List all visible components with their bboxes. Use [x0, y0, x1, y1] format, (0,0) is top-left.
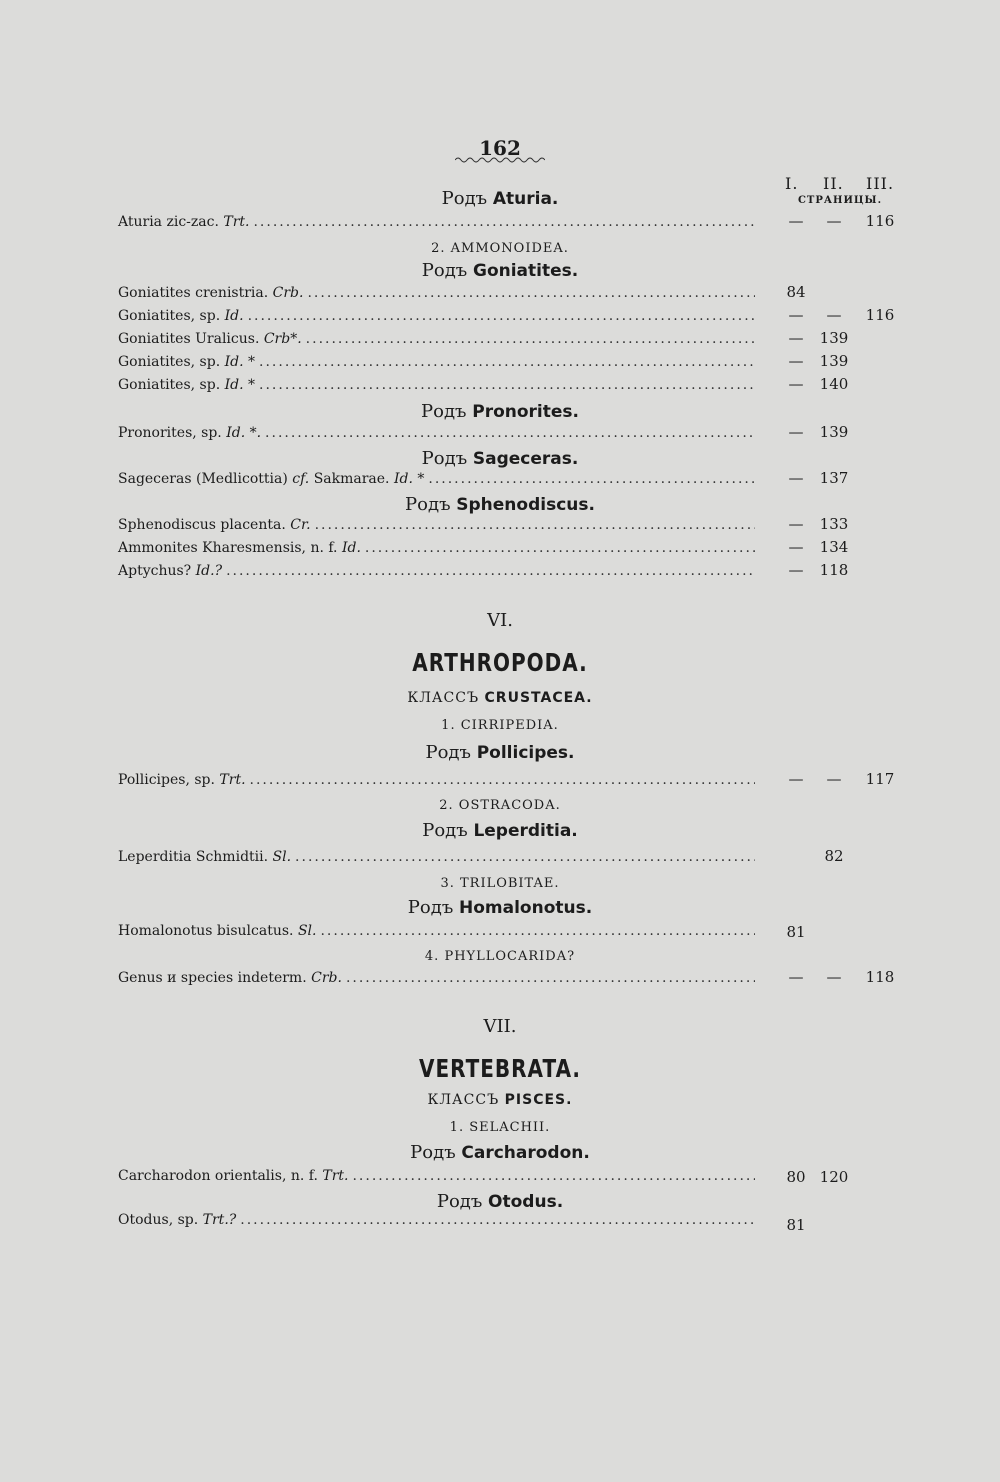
class-heading-pisces: КЛАССЪ PISCES. [427, 1092, 573, 1108]
subgroup-selachii: 1. SELACHII. [449, 1120, 551, 1135]
subgroup-phyllocarida: 4. PHYLLOCARIDA? [424, 949, 576, 964]
entry-ammonites-kharesmensis: Ammonites Kharesmensis, n. f. Id. ..... [118, 540, 755, 560]
entry-value-col2: — [826, 212, 842, 230]
entry-value-col1: 84 [786, 283, 806, 301]
entry-value-col2: 134 [819, 538, 849, 556]
subgroup-cirripedia: 1. CIRRIPEDIA. [441, 718, 559, 733]
entry-value-col2: — [826, 306, 842, 324]
entry-goniatites-sp: Goniatites, sp. Id. ..... [118, 308, 755, 328]
entry-value-col3: 116 [865, 212, 895, 230]
ornamental-rule [455, 156, 545, 164]
entry-genus-indeterm: Genus и species indeterm. Crb. ..... [118, 970, 755, 990]
entry-pronorites-sp: Pronorites, sp. Id. *. ..... [118, 425, 755, 445]
entry-value-col2: 139 [819, 423, 849, 441]
phylum-heading-vertebrata: VERTEBRATA. [418, 1053, 582, 1083]
phylum-heading-arthropoda: ARTHROPODA. [412, 647, 588, 677]
entry-value-col1: 81 [786, 923, 806, 941]
entry-value-col1: — [788, 469, 804, 487]
column-header-iii: III. [866, 174, 895, 193]
entry-value-col1: — [788, 329, 804, 347]
entry-goniatites-sp: Goniatites, sp. Id. * ..... [118, 354, 755, 374]
entry-value-col1: — [788, 515, 804, 533]
entry-value-col1: 80 [786, 1168, 806, 1186]
entry-homalonotus-bisulcatus: Homalonotus bisulcatus. Sl. ..... [118, 923, 755, 943]
genus-heading-leperditia: Родъ Leperditia. [422, 820, 578, 841]
entry-carcharodon-orientalis: Carcharodon orientalis, n. f. Trt. ..... [118, 1168, 755, 1188]
entry-value-col2: 120 [819, 1168, 849, 1186]
genus-heading-goniatites: Родъ Goniatites. [421, 260, 579, 281]
column-header-ii: II. [823, 174, 844, 193]
entry-aturia-ziczac: Aturia zic-zac. Trt. ..... [118, 214, 755, 234]
column-header-i: I. [785, 174, 799, 193]
entry-value-col2: 140 [819, 375, 849, 393]
genus-heading-sphenodiscus: Родъ Sphenodiscus. [405, 494, 595, 515]
entry-value-col2: 82 [824, 847, 844, 865]
genus-heading-carcharodon: Родъ Carcharodon. [410, 1142, 590, 1163]
genus-heading-aturia: Родъ Aturia. [441, 188, 559, 209]
entry-leperditia-schmidtii: Leperditia Schmidtii. Sl. ..... [118, 849, 755, 869]
entry-value-col1: — [788, 375, 804, 393]
class-heading-crustacea: КЛАССЪ CRUSTACEA. [407, 690, 593, 706]
entry-value-col1: — [788, 423, 804, 441]
entry-value-col3: 117 [865, 770, 895, 788]
entry-value-col2: 133 [819, 515, 849, 533]
genus-heading-pronorites: Родъ Pronorites. [421, 401, 579, 422]
entry-sphenodiscus-placenta: Sphenodiscus placenta. Cr. ..... [118, 517, 755, 537]
entry-value-col2: — [826, 770, 842, 788]
entry-value-col1: — [788, 968, 804, 986]
entry-value-col2: — [826, 968, 842, 986]
entry-value-col1: — [788, 538, 804, 556]
page-number: 162 [479, 136, 521, 160]
genus-heading-sageceras: Родъ Sageceras. [421, 448, 579, 469]
entry-value-col2: 118 [819, 561, 849, 579]
entry-value-col1: — [788, 212, 804, 230]
pages-label: СТРАНИЦЫ. [797, 195, 883, 206]
entry-value-col2: 137 [819, 469, 849, 487]
genus-heading-pollicipes: Родъ Pollicipes. [425, 742, 575, 763]
genus-heading-otodus: Родъ Otodus. [436, 1191, 564, 1212]
entry-value-col3: 118 [865, 968, 895, 986]
subgroup-ostracoda: 2. OSTRACODA. [439, 798, 561, 813]
entry-value-col1: — [788, 352, 804, 370]
entry-aptychus: Aptychus? Id.? ..... [118, 563, 755, 583]
entry-value-col1: — [788, 561, 804, 579]
entry-pollicipes-sp: Pollicipes, sp. Trt. ..... [118, 772, 755, 792]
subgroup-ammonoidea: 2. AMMONOIDEA. [431, 241, 569, 256]
entry-goniatites-crenistria: Goniatites crenistria. Crb. ..... [118, 285, 755, 305]
entry-value-col1: — [788, 306, 804, 324]
entry-goniatites-uralicus: Goniatites Uralicus. Crb*. ..... [118, 331, 755, 351]
entry-value-col1: — [788, 770, 804, 788]
subgroup-trilobitae: 3. TRILOBITAE. [440, 876, 560, 891]
section-number-vi: VI. [487, 610, 513, 631]
entry-value-col2: 139 [819, 329, 849, 347]
section-number-vii: VII. [483, 1016, 517, 1037]
entry-value-col1: 81 [786, 1216, 806, 1234]
entry-value-col2: 139 [819, 352, 849, 370]
entry-sageceras-sakmarae: Sageceras (Medlicottia) cf. Sakmarae. Id. * ..... [118, 471, 755, 491]
entry-otodus-sp: Otodus, sp. Trt.? ..... [118, 1212, 755, 1232]
genus-heading-homalonotus: Родъ Homalonotus. [407, 897, 593, 918]
entry-goniatites-sp: Goniatites, sp. Id. * ..... [118, 377, 755, 397]
entry-value-col3: 116 [865, 306, 895, 324]
